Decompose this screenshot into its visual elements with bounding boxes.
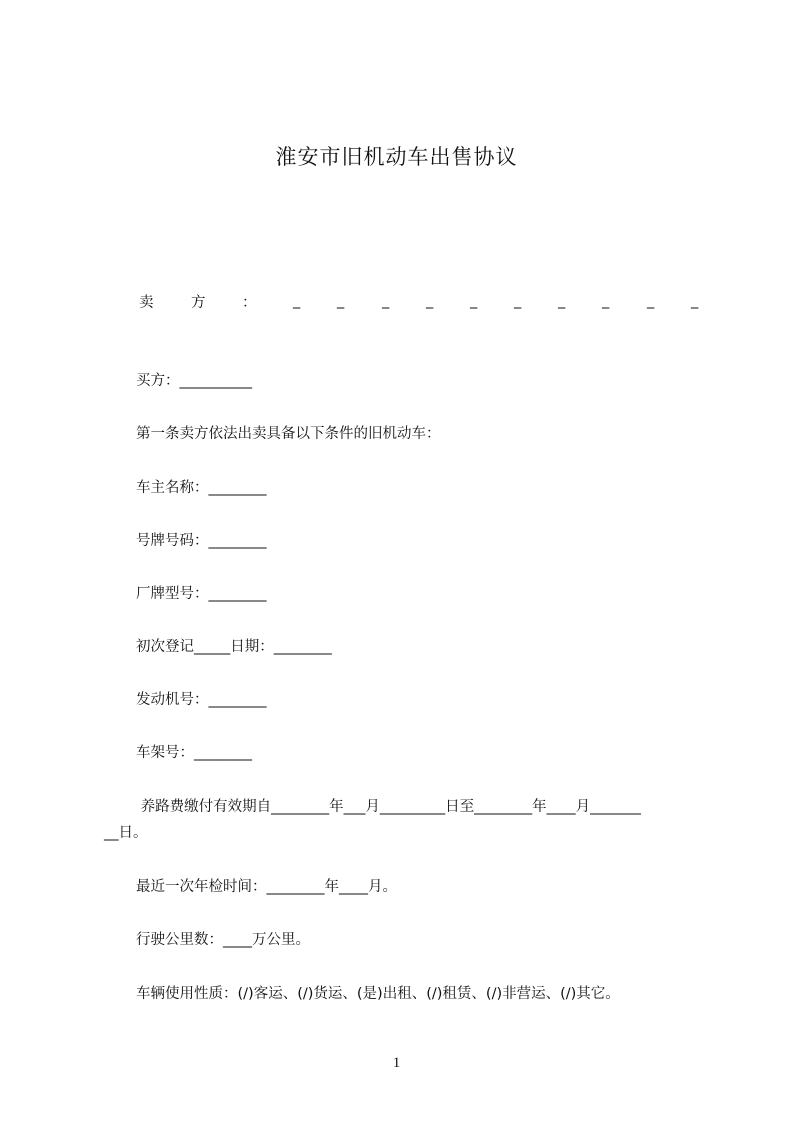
document-title: 淮安市旧机动车出售协议 (275, 145, 518, 169)
seller-label-colon: ： (242, 295, 257, 311)
plate-number-line: 号牌号码：________ (136, 533, 267, 549)
seller-label-char-1: 卖 (139, 295, 154, 311)
seller-line (136, 289, 702, 319)
article-1-line: 第一条卖方依法出卖具备以下条件的旧机动车： (136, 426, 441, 442)
owner-name-line: 车主名称：________ (136, 480, 267, 496)
road-fee-line-continuation: __日。 (104, 825, 148, 841)
seller-blank-mark: _ (602, 293, 610, 309)
mileage-line: 行驶公里数：____万公里。 (136, 932, 310, 948)
seller-blank-mark: _ (514, 293, 522, 309)
buyer-line: 买方：__________ (136, 373, 252, 389)
seller-blank-mark: _ (691, 293, 699, 309)
seller-blank-mark: _ (426, 293, 434, 309)
usage-nature-line: 车辆使用性质：(/)客运、(/)货运、(是)出租、(/)租赁、(/)非营运、(/)其它。 (136, 986, 620, 1002)
road-fee-line: 养路费缴付有效期自________年___月_________日至________年____月_______ (136, 799, 641, 815)
seller-blank-mark: _ (647, 293, 655, 309)
engine-number-line: 发动机号：________ (136, 692, 267, 708)
first-registration-line: 初次登记_____日期：________ (136, 639, 332, 655)
seller-blank-mark: _ (293, 293, 301, 309)
seller-blank-mark: _ (337, 293, 345, 309)
page-number: 1 (392, 1055, 401, 1071)
frame-number-line: 车架号：________ (136, 745, 252, 761)
seller-blank-mark: _ (558, 293, 566, 309)
last-inspection-line: 最近一次年检时间：________年____月。 (136, 879, 397, 895)
seller-blank-mark: _ (382, 293, 390, 309)
brand-model-line: 厂牌型号：________ (136, 586, 267, 602)
seller-label-char-2: 方 (191, 295, 206, 311)
seller-blank-mark: _ (470, 293, 478, 309)
